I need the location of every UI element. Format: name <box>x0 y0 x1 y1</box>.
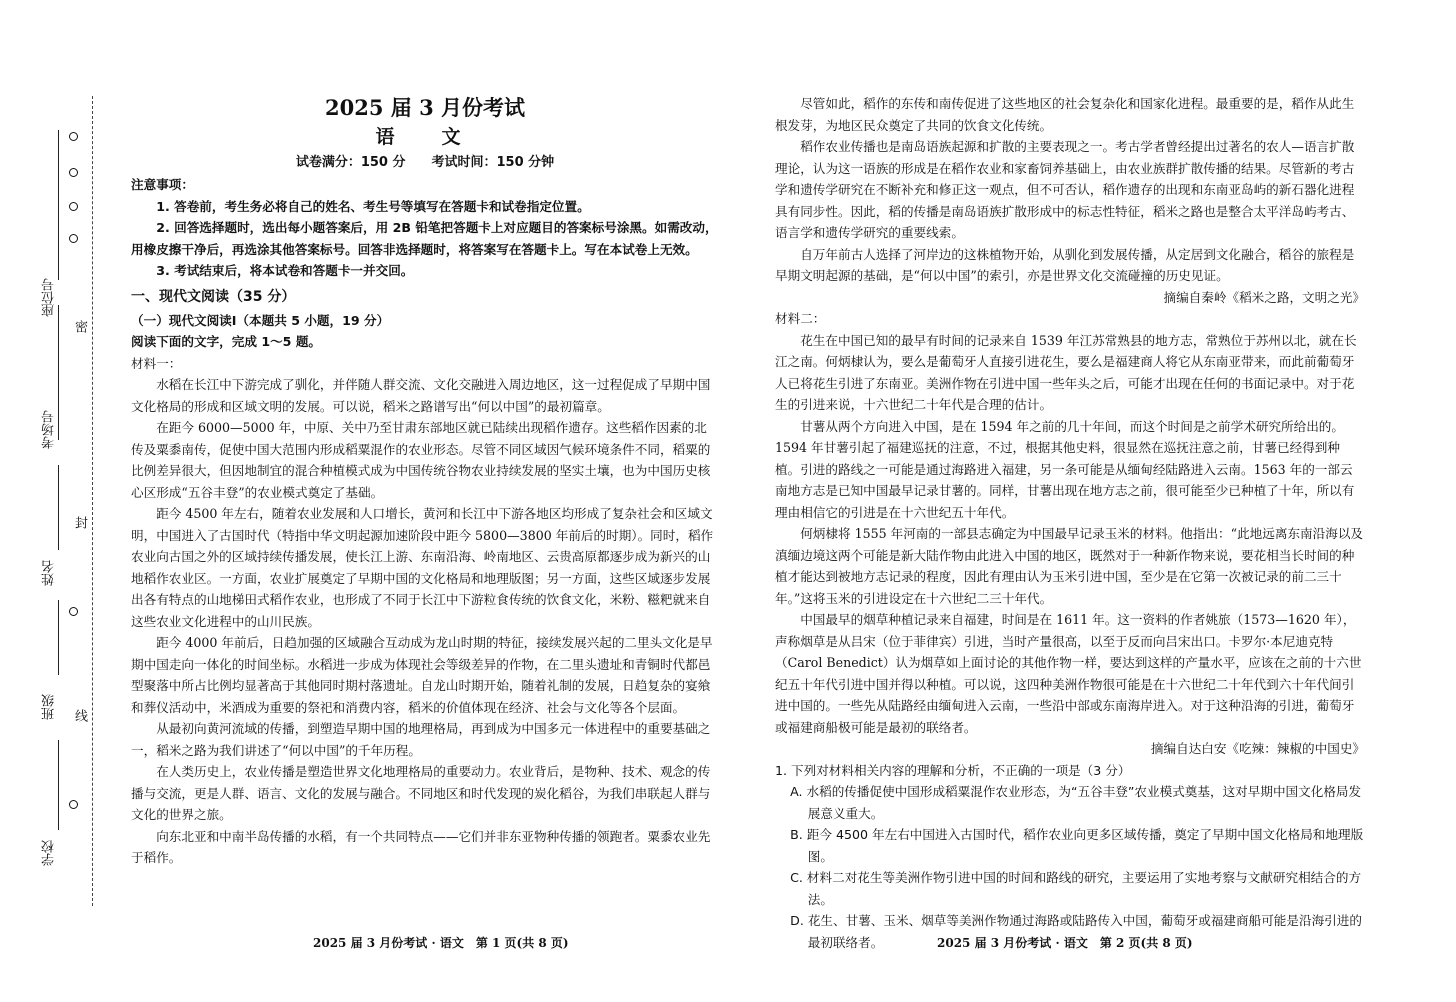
cut-mark-xian: 线 <box>72 709 87 722</box>
paragraph: 距今 4500 年左右，随着农业发展和人口增长，黄河和长江中下游各地区均形成了复杂社会和区域文明，中国进入了古国时代（特指中华文明起源加速阶段中距今 5800—3800 年前后的时期）。同时，稻作农业向古国之外的区域持续传播发展，使长江上游、东南沿海、岭南地区、云贵高原都逐步成为新兴的山地稻作农业区。一方面，农业扩展奠定了早期中国的文化格局和地理版图；另一方面，这些区域逐步发展出各有特点的山地梯田式稻作农业，也形成了不同于长江中下游粒食传统的饮食文化，米粉、糍粑就来自这些农业文化进程中的山川民族。 <box>131 506 714 629</box>
source-citation: 摘编自达白安《吃辣：辣椒的中国史》 <box>1150 741 1365 756</box>
page-footer-2: 2025 届 3 月份考试 · 语文 第 2 页(共 8 页) <box>937 936 1193 950</box>
cut-dashed-line <box>92 96 93 906</box>
cut-mark-feng: 封 <box>72 516 87 529</box>
question-option-b: B. 距今 4500 年左右中国进入古国时代，稻作农业向更多区域传播，奠定了早期中国文化格局和地理版图。 <box>790 827 1364 864</box>
paragraph: 从最初向黄河流域的传播，到塑造早期中国的地理格局，再到成为中国多元一体进程中的重要基础之一，稻米之路为我们讲述了“何以中国”的千年历程。 <box>131 721 711 758</box>
exam-title: 2025 届 3 月份考试 <box>325 95 525 120</box>
paragraph: 自万年前古人选择了河岸边的这株植物开始，从驯化到发展传播，从定居到文化融合，稻谷的旅程是早期文明起源的基础，是“何以中国”的索引，亦是世界文化交流碰撞的历史见证。 <box>775 246 1355 283</box>
paragraph: 水稻在长江中下游完成了驯化，并伴随人群交流、文化交融进入周边地区，这一过程促成了早期中国文化格局的形成和区域文明的发展。可以说，稻米之路谱写出“何以中国”的最初篇章。 <box>131 377 711 414</box>
seat-number-label: 座位号 <box>42 278 57 317</box>
page-footer-1: 2025 届 3 月份考试 · 语文 第 1 页(共 8 页) <box>313 936 569 950</box>
paragraph: 在人类历史上，农业传播是塑造世界文化地理格局的重要动力。农业背后，是物种、技术、观念的传播与交流，更是人群、语言、文化的发展与融合。不同地区和时代发现的炭化稻谷，为我们串联起人群与文化的世界之旅。 <box>131 764 711 822</box>
note-item: 3. 考试结束后，将本试卷和答题卡一并交回。 <box>156 263 414 278</box>
binding-margin <box>0 0 120 1002</box>
note-item: 1. 答卷前，考生务必将自己的姓名、考生号等填写在答题卡和试卷指定位置。 <box>156 198 590 214</box>
name-line <box>58 465 59 550</box>
binding-hole-icon <box>69 132 78 141</box>
paragraph: 甘薯从两个方向进入中国，是在 1594 年之前的几十年间，而这个时间是之前学术研究所给出的。1594 年甘薯引起了福建巡抚的注意，不过，根据其他史料，很显然在巡抚注意之前，甘薯已经得到种植。引进的路线之一可能是通过海路进入福建，另一条可能是从缅甸经陆路进入云南。1563 年的一部云南地方志是已知中国最早记录甘薯的。同样，甘薯出现在地方志之前，很可能至少已种植了十年，所以有理由相信它的引进是在十六世纪五十年代。 <box>775 418 1355 520</box>
paragraph: 向东北亚和中南半岛传播的水稻，有一个共同特点——它们并非东亚物种传播的领跑者。粟黍农业先于稻作。 <box>131 828 711 865</box>
binding-hole-icon <box>69 234 78 243</box>
seat-number-line <box>58 130 59 280</box>
material-1-label: 材料一： <box>131 355 182 371</box>
source-citation: 摘编自秦岭《稻米之路，文明之光》 <box>1163 289 1365 305</box>
exam-meta: 试卷满分：150 分 考试时间：150 分钟 <box>295 155 555 170</box>
school-line <box>58 740 59 830</box>
paragraph: 何炳棣将 1555 年河南的一部县志确定为中国最早记录玉米的材料。他指出：“此地远离东南沿海以及滇缅边境这两个可能是新大陆作物由此进入中国的地区，既然对于一种新作物来说，要花相当长时间的种植才能达到被地方志记录的程度，因此有理由认为玉米引进中国，至少是在它第一次被记录的前二三十年。”这将玉米的引进设定在十六世纪二三十年代。 <box>775 526 1364 606</box>
material-2-label: 材料二： <box>775 311 826 326</box>
binding-hole-icon <box>69 168 78 177</box>
question-option-a: A. 水稻的传播促使中国形成稻粟混作农业形态，为“五谷丰登”农业模式奠基，这对早期中国文化格局发展意义重大。 <box>790 784 1362 821</box>
reading-instruction: 阅读下面的文字，完成 1～5 题。 <box>131 334 322 349</box>
paragraph: 中国最早的烟草种植记录来自福建，时间是在 1611 年。这一资料的作者姚旅（1573—1620 年），声称烟草是从吕宋（位于菲律宾）引进，当时产量很高，以至于反而向吕宋出口。卡罗尔·本尼迪克特（Carol Benedict）认为烟草如上面讨论的其他作物一样，要达到这样的产量水平，应该在之前的十六世纪五十年代引进中国并得以种植。可以说，这四种美洲作物很可能是在十六世纪二十年代到六十年代间引进中国的。一些先从陆路经由缅甸进入云南，一些沿中部或东南海岸进入。对于这种沿海的引进，葡萄牙或福建商船极可能是最初的联络者。 <box>775 612 1362 735</box>
paragraph: 在距今 6000—5000 年，中原、关中乃至甘肃东部地区就已陆续出现稻作遗存。这些稻作因素的北传及粟黍南传，促使中国大范围内形成稻粟混作的农业形态。尽管不同区域因气候环境条件不同，稻粟的比例差异很大，但因地制宜的混合种植模式成为中国传统谷物农业持续发展的坚实土壤，也为中国历史核心区形成“五谷丰登”的农业模式奠定了基础。 <box>131 420 711 500</box>
section-title: 一、现代文阅读（35 分） <box>131 288 296 305</box>
question-option-d: D. 花生、甘薯、玉米、烟草等美洲作物通过海路或陆路传入中国，葡萄牙或福建商船可能是沿海引进的最初联络者。 <box>790 913 1362 950</box>
binding-hole-icon <box>69 607 78 616</box>
note-item: 2. 回答选择题时，选出每小题答案后，用 2B 铅笔把答题卡上对应题目的答案标号涂黑。如需改动，用橡皮擦干净后，再选涂其他答案标号。回答非选择题时，将答案写在答题卡上。写在本试卷上无效。 <box>131 220 718 257</box>
school-label: 学校 <box>42 840 57 866</box>
question-stem: 1. 下列对材料相关内容的理解和分析，不正确的一项是（3 分） <box>775 762 1131 778</box>
page-1-column <box>131 94 719 869</box>
exam-subject: 语 文 <box>375 126 475 148</box>
paragraph: 稻作农业传播也是南岛语族起源和扩散的主要表现之一。考古学者曾经提出过著名的农人—语言扩散理论，认为这一语族的形成是在稻作农业和家畜饲养基础上，由农业族群扩散传播的结果。尽管新的考古学和遗传学研究在不断补充和修正这一观点，但不可否认，稻作遗存的出现和东南亚岛屿的新石器化进程具有同步性。因此，稻的传播是南岛语族扩散形成中的标志性特征，稻米之路也是整合太平洋岛屿考古、语言学和遗传学研究的重要线索。 <box>775 139 1355 240</box>
cut-mark-mi: 密 <box>72 320 87 333</box>
paragraph: 尽管如此，稻作的东传和南传促进了这些地区的社会复杂化和国家化进程。最重要的是，稻作从此生根发芽，为地区民众奠定了共同的饮食文化传统。 <box>775 96 1355 133</box>
exam-room-label: 考场号 <box>42 410 57 449</box>
binding-hole-icon <box>69 202 78 211</box>
binding-hole-icon <box>69 800 78 809</box>
question-option-c: C. 材料二对花生等美洲作物引进中国的时间和路线的研究，主要运用了实地考察与文献研究相结合的方法。 <box>790 870 1362 907</box>
paragraph: 距今 4000 年前后，日趋加强的区域融合互动成为龙山时期的特征，接续发展兴起的二里头文化是早期中国走向一体化的时间坐标。水稻进一步成为体现社会等级差异的作物，在二里头遗址和青铜时代都邑型聚落中所占比例均显著高于其他同时期村落遗址。自龙山时期开始，随着礼制的发展，日趋复杂的宴飨和葬仪活动中，米酒成为重要的祭祀和消费内容，稻米的价值体现在经济、社会与文化等各个层面。 <box>131 635 713 715</box>
class-label: 班级 <box>42 694 57 720</box>
subsection-title: （一）现代文阅读Ⅰ（本题共 5 小题，19 分） <box>131 312 390 328</box>
paragraph: 花生在中国已知的最早有时间的记录来自 1539 年江苏常熟县的地方志，常熟位于苏州以北，就在长江之南。何炳棣认为，要么是葡萄牙人直接引进花生，要么是福建商人将它从东南亚带来，而此前葡萄牙人已将花生引进了东南亚。美洲作物在引进中国一些年头之后，可能才出现在任何的书面记录中。对于花生的引进来说，十六世纪二十年代是合理的估计。 <box>775 332 1357 412</box>
notes-heading: 注意事项： <box>131 177 194 192</box>
class-line <box>58 600 59 675</box>
name-label: 姓名 <box>42 560 57 586</box>
page-2-column <box>775 93 1365 953</box>
